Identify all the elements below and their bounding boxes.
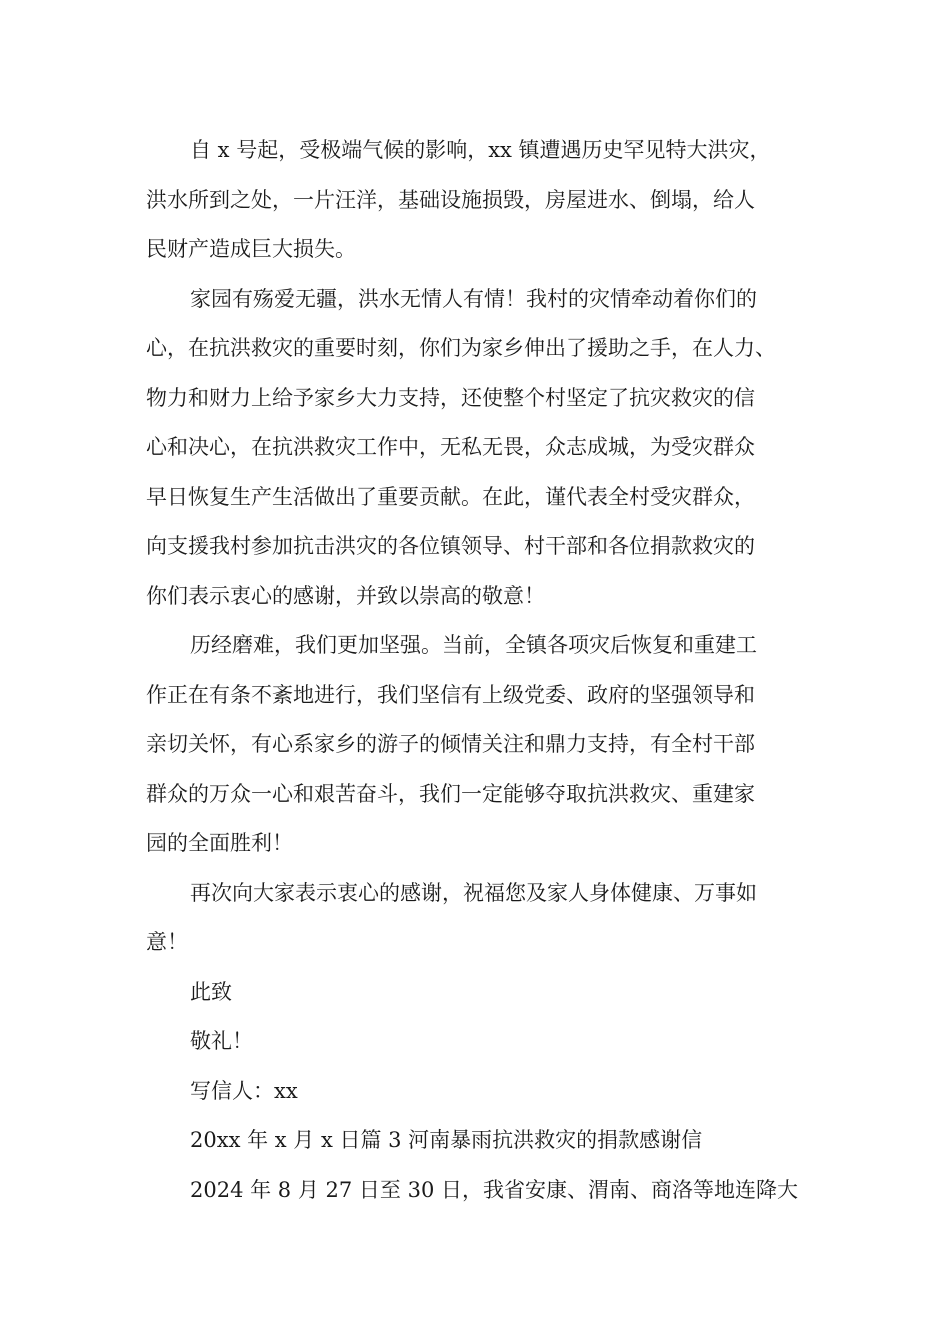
text-line: 心和决心，在抗洪救灾工作中，无私无畏，众志成城，为受灾群众 (146, 435, 755, 459)
paragraph-flood-description (146, 126, 810, 275)
closing-salutation: 此致 (190, 979, 232, 1004)
paragraph-thanks-again (146, 869, 810, 968)
text-line: 早日恢复生产生活做出了重要贡献。在此，谨代表全村受灾群众， (146, 484, 755, 509)
closing-regards: 敬礼！ (190, 1029, 253, 1053)
text-line: 洪水所到之处，一片汪洋，基础设施损毁，房屋进水、倒塌，给人 (146, 187, 755, 212)
paragraph-gratitude (146, 275, 810, 622)
text-line: 民财产造成巨大损失。 (146, 237, 356, 261)
text-line: 你们表示衷心的感谢，并致以崇高的敬意！ (146, 583, 545, 608)
text-line: 再次向大家表示衷心的感谢，祝福您及家人身体健康、万事如 (190, 880, 757, 905)
text-line: 心，在抗洪救灾的重要时刻，你们为家乡伸出了援助之手，在人力、 (146, 336, 776, 360)
text-line: 家园有殇爱无疆，洪水无情人有情！我村的灾情牵动着你们的 (190, 286, 757, 311)
text-line: 物力和财力上给予家乡大力支持，还使整个村坚定了抗灾救灾的信 (146, 385, 755, 410)
letter-writer: 写信人：xx (190, 1078, 298, 1103)
next-letter-first-line: 2024 年 8 月 27 日至 30 日，我省安康、渭南、商洛等地连降大 (190, 1177, 798, 1202)
letter-date-and-next-title: 20xx 年 x 月 x 日篇 3 河南暴雨抗洪救灾的捐款感谢信 (190, 1128, 703, 1152)
text-line: 自 x 号起，受极端气候的影响，xx 镇遭遇历史罕见特大洪灾， (190, 138, 771, 162)
paragraph-reconstruction (146, 621, 810, 869)
text-line: 意！ (146, 930, 188, 954)
text-line: 群众的万众一心和艰苦奋斗，我们一定能够夺取抗洪救灾、重建家 (146, 781, 755, 806)
letter-body (146, 126, 810, 1215)
text-line: 亲切关怀，有心系家乡的游子的倾情关注和鼎力支持，有全村干部 (146, 732, 755, 756)
text-line: 向支援我村参加抗击洪灾的各位镇领导、村干部和各位捐款救灾的 (146, 534, 755, 558)
text-line: 作正在有条不紊地进行，我们坚信有上级党委、政府的坚强领导和 (146, 682, 755, 707)
text-line: 历经磨难，我们更加坚强。当前，全镇各项灾后恢复和重建工 (190, 633, 757, 657)
text-line: 园的全面胜利！ (146, 831, 293, 855)
